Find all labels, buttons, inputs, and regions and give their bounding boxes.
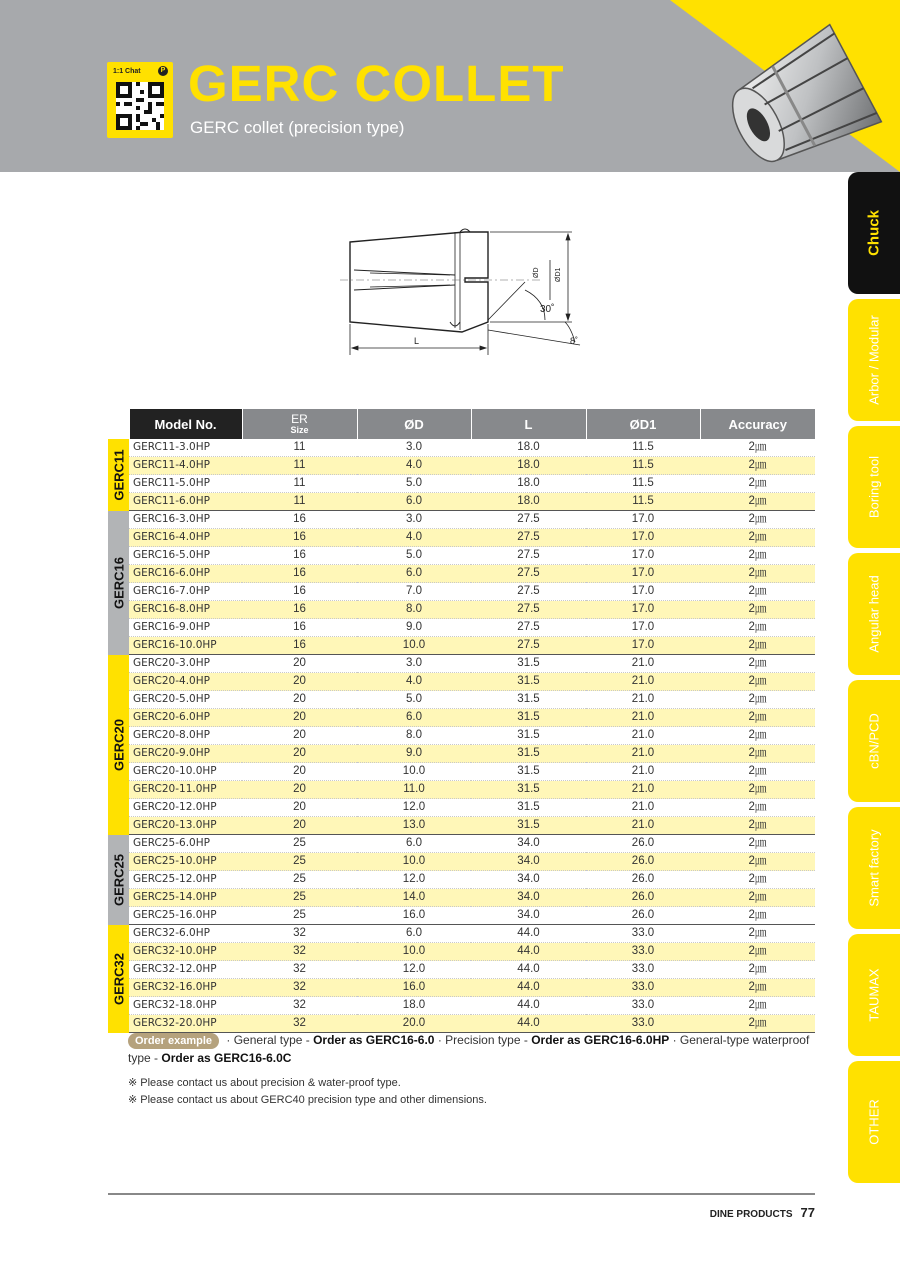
accuracy-cell: 2㎛ [700,511,815,529]
d1-cell: 21.0 [586,799,700,817]
model-cell: GERC11-4.0HP [129,457,242,475]
order-example-badge: Order example [128,1033,219,1049]
accuracy-cell: 2㎛ [700,943,815,961]
d1-cell: 11.5 [586,493,700,511]
table-row [108,475,815,493]
model-cell: GERC32-12.0HP [129,961,242,979]
d-cell: 14.0 [357,889,471,907]
d1-cell: 17.0 [586,601,700,619]
label-d: ØD [533,267,540,278]
l-cell: 27.5 [471,547,586,565]
er-size-cell: 11 [242,439,357,457]
table-row [108,547,815,565]
l-cell: 34.0 [471,871,586,889]
table-row [108,835,815,853]
d-cell: 9.0 [357,745,471,763]
table-row [108,889,815,907]
table-row [108,655,815,673]
d1-cell: 21.0 [586,709,700,727]
table-row [108,871,815,889]
accuracy-cell: 2㎛ [700,727,815,745]
d-cell: 5.0 [357,547,471,565]
er-size-cell: 20 [242,727,357,745]
d-cell: 13.0 [357,817,471,835]
er-size-cell: 32 [242,943,357,961]
side-tab-smart-factory[interactable]: Smart factory [848,807,900,929]
side-tab-arbor-modular[interactable]: Arbor / Modular [848,299,900,421]
accuracy-cell: 2㎛ [700,529,815,547]
d1-cell: 21.0 [586,655,700,673]
d-cell: 4.0 [357,457,471,475]
label-d1: ØD1 [555,267,562,282]
er-size-cell: 20 [242,799,357,817]
d-cell: 7.0 [357,583,471,601]
d-cell: 8.0 [357,727,471,745]
er-size-cell: 20 [242,781,357,799]
er-size-cell: 32 [242,925,357,943]
d1-cell: 17.0 [586,529,700,547]
accuracy-cell: 2㎛ [700,583,815,601]
collet-spec-table [108,409,815,1033]
er-size-cell: 20 [242,655,357,673]
model-cell: GERC20-6.0HP [129,709,242,727]
l-cell: 31.5 [471,763,586,781]
er-size-cell: 16 [242,619,357,637]
model-cell: GERC11-5.0HP [129,475,242,493]
d-cell: 4.0 [357,673,471,691]
order-precision: Order as GERC16-6.0HP [531,1033,670,1047]
model-cell: GERC32-20.0HP [129,1015,242,1033]
d1-cell: 21.0 [586,745,700,763]
er-size-cell: 20 [242,709,357,727]
l-cell: 34.0 [471,853,586,871]
l-cell: 44.0 [471,979,586,997]
accuracy-cell: 2㎛ [700,655,815,673]
table-row [108,691,815,709]
l-cell: 27.5 [471,637,586,655]
er-size-cell: 25 [242,871,357,889]
accuracy-cell: 2㎛ [700,835,815,853]
page-number: 77 [800,1205,815,1220]
l-cell: 31.5 [471,655,586,673]
l-cell: 31.5 [471,691,586,709]
accuracy-cell: 2㎛ [700,799,815,817]
l-cell: 27.5 [471,565,586,583]
er-size-cell: 20 [242,817,357,835]
d-cell: 3.0 [357,439,471,457]
d-cell: 6.0 [357,709,471,727]
l-cell: 31.5 [471,709,586,727]
footer-brand: DINE PRODUCTS [709,1209,793,1220]
table-body [108,439,815,1033]
model-cell: GERC16-5.0HP [129,547,242,565]
side-tab-boring-tool[interactable]: Boring tool [848,426,900,548]
label-angle-30: 30˚ [540,304,555,315]
table-row [108,799,815,817]
accuracy-cell: 2㎛ [700,493,815,511]
header-d1: ØD1 [586,409,700,439]
l-cell: 31.5 [471,781,586,799]
qr-chat-box[interactable] [107,62,173,138]
d-cell: 12.0 [357,961,471,979]
d1-cell: 26.0 [586,889,700,907]
er-size-cell: 25 [242,835,357,853]
d1-cell: 21.0 [586,673,700,691]
header-er-size: ER Size [242,409,357,439]
accuracy-cell: 2㎛ [700,781,815,799]
header-l: L [471,409,586,439]
model-cell: GERC20-4.0HP [129,673,242,691]
footer-divider [108,1193,815,1195]
table-row [108,601,815,619]
d1-cell: 17.0 [586,637,700,655]
model-cell: GERC16-7.0HP [129,583,242,601]
model-cell: GERC16-8.0HP [129,601,242,619]
l-cell: 44.0 [471,1015,586,1033]
table-row [108,745,815,763]
l-cell: 18.0 [471,457,586,475]
er-size-cell: 32 [242,961,357,979]
model-cell: GERC20-8.0HP [129,727,242,745]
table-row [108,439,815,457]
accuracy-cell: 2㎛ [700,637,815,655]
er-size-cell: 16 [242,565,357,583]
l-cell: 27.5 [471,529,586,547]
kakao-icon: P [158,66,168,76]
table-header-row [108,409,815,439]
d1-cell: 21.0 [586,763,700,781]
d-cell: 16.0 [357,979,471,997]
d1-cell: 21.0 [586,691,700,709]
note-gerc40: ※ Please contact us about GERC40 precision type and other dimensions. [128,1094,487,1106]
table-row [108,529,815,547]
model-cell: GERC20-11.0HP [129,781,242,799]
model-cell: GERC16-10.0HP [129,637,242,655]
table-row [108,1015,815,1033]
group-label-gerc11: GERC11 [108,439,129,511]
er-size-cell: 11 [242,475,357,493]
d-cell: 9.0 [357,619,471,637]
d-cell: 11.0 [357,781,471,799]
l-cell: 31.5 [471,727,586,745]
table-row [108,763,815,781]
er-size-cell: 11 [242,457,357,475]
table-row [108,565,815,583]
accuracy-cell: 2㎛ [700,547,815,565]
d-cell: 20.0 [357,1015,471,1033]
header-accuracy: Accuracy [700,409,815,439]
accuracy-cell: 2㎛ [700,871,815,889]
l-cell: 31.5 [471,817,586,835]
accuracy-cell: 2㎛ [700,601,815,619]
header-model: Model No. [129,409,242,439]
table-row [108,907,815,925]
l-cell: 44.0 [471,997,586,1015]
page-footer [710,1205,815,1220]
table-row [108,637,815,655]
er-size-cell: 16 [242,601,357,619]
header-blank [108,409,129,439]
accuracy-cell: 2㎛ [700,997,815,1015]
accuracy-cell: 2㎛ [700,979,815,997]
model-cell: GERC16-4.0HP [129,529,242,547]
group-label-gerc16: GERC16 [108,511,129,655]
er-size-cell: 16 [242,511,357,529]
model-cell: GERC20-10.0HP [129,763,242,781]
l-cell: 27.5 [471,601,586,619]
accuracy-cell: 2㎛ [700,709,815,727]
accuracy-cell: 2㎛ [700,691,815,709]
order-example: Order example · General type - Order as GERC16-6.0 · Precision type - Order as GERC16-6.0HP · General-type waterproof type - Order as GERC16-6.0C [128,1033,810,1065]
d-cell: 3.0 [357,655,471,673]
d-cell: 6.0 [357,493,471,511]
d-cell: 6.0 [357,925,471,943]
er-size-cell: 32 [242,997,357,1015]
model-cell: GERC25-6.0HP [129,835,242,853]
side-tab-taumax[interactable]: TAUMAX [848,934,900,1056]
accuracy-cell: 2㎛ [700,619,815,637]
order-general: Order as GERC16-6.0 [313,1033,435,1047]
model-cell: GERC25-10.0HP [129,853,242,871]
qr-chat-label: 1:1 Chat [113,68,141,75]
table-row [108,673,815,691]
l-cell: 34.0 [471,835,586,853]
page-title: GERC COLLET [188,55,565,112]
collet-product-image [712,4,892,172]
d1-cell: 21.0 [586,727,700,745]
d1-cell: 33.0 [586,1015,700,1033]
d-cell: 10.0 [357,637,471,655]
table-row [108,457,815,475]
l-cell: 18.0 [471,439,586,457]
qr-code-icon [116,82,164,130]
order-waterproof: Order as GERC16-6.0C [161,1051,292,1065]
d1-cell: 11.5 [586,439,700,457]
accuracy-cell: 2㎛ [700,745,815,763]
label-angle-8: 8˚ [570,336,579,346]
table-row [108,853,815,871]
er-size-cell: 32 [242,1015,357,1033]
model-cell: GERC25-12.0HP [129,871,242,889]
label-l: L [414,336,420,346]
l-cell: 27.5 [471,619,586,637]
accuracy-cell: 2㎛ [700,889,815,907]
l-cell: 18.0 [471,493,586,511]
d1-cell: 26.0 [586,835,700,853]
model-cell: GERC20-5.0HP [129,691,242,709]
model-cell: GERC32-10.0HP [129,943,242,961]
l-cell: 27.5 [471,583,586,601]
l-cell: 27.5 [471,511,586,529]
l-cell: 34.0 [471,907,586,925]
l-cell: 44.0 [471,961,586,979]
table-row [108,619,815,637]
collet-technical-drawing [340,220,590,360]
table-row [108,961,815,979]
page-subtitle: GERC collet (precision type) [190,118,405,137]
header-d: ØD [357,409,471,439]
l-cell: 31.5 [471,799,586,817]
d1-cell: 17.0 [586,511,700,529]
d1-cell: 26.0 [586,853,700,871]
er-size-cell: 32 [242,979,357,997]
model-cell: GERC32-18.0HP [129,997,242,1015]
d1-cell: 33.0 [586,997,700,1015]
accuracy-cell: 2㎛ [700,817,815,835]
er-size-cell: 20 [242,745,357,763]
d1-cell: 17.0 [586,583,700,601]
d-cell: 10.0 [357,853,471,871]
side-tab-angular-head[interactable]: Angular head [848,553,900,675]
d1-cell: 21.0 [586,781,700,799]
accuracy-cell: 2㎛ [700,907,815,925]
d1-cell: 33.0 [586,961,700,979]
er-size-cell: 16 [242,583,357,601]
accuracy-cell: 2㎛ [700,475,815,493]
group-label-gerc25: GERC25 [108,835,129,925]
model-cell: GERC32-6.0HP [129,925,242,943]
er-size-cell: 25 [242,889,357,907]
accuracy-cell: 2㎛ [700,439,815,457]
table-row [108,781,815,799]
table-row [108,979,815,997]
table-row [108,943,815,961]
d-cell: 8.0 [357,601,471,619]
group-label-gerc32: GERC32 [108,925,129,1033]
d-cell: 4.0 [357,529,471,547]
side-tab-chuck[interactable]: Chuck [848,172,900,294]
accuracy-cell: 2㎛ [700,565,815,583]
d1-cell: 33.0 [586,979,700,997]
side-tab-cbn-pcd[interactable]: cBN/PCD [848,680,900,802]
l-cell: 44.0 [471,925,586,943]
accuracy-cell: 2㎛ [700,457,815,475]
table-row [108,493,815,511]
note-precision-waterproof: ※ Please contact us about precision & water-proof type. [128,1077,401,1089]
er-size-cell: 16 [242,547,357,565]
accuracy-cell: 2㎛ [700,1015,815,1033]
group-label-gerc20: GERC20 [108,655,129,835]
d-cell: 18.0 [357,997,471,1015]
er-size-cell: 16 [242,637,357,655]
d-cell: 3.0 [357,511,471,529]
accuracy-cell: 2㎛ [700,925,815,943]
d-cell: 12.0 [357,799,471,817]
d-cell: 16.0 [357,907,471,925]
d1-cell: 33.0 [586,925,700,943]
model-cell: GERC16-3.0HP [129,511,242,529]
d1-cell: 11.5 [586,457,700,475]
table-row [108,511,815,529]
model-cell: GERC25-14.0HP [129,889,242,907]
accuracy-cell: 2㎛ [700,853,815,871]
accuracy-cell: 2㎛ [700,763,815,781]
accuracy-cell: 2㎛ [700,961,815,979]
d1-cell: 21.0 [586,817,700,835]
model-cell: GERC20-9.0HP [129,745,242,763]
side-tab-other[interactable]: OTHER [848,1061,900,1183]
d1-cell: 17.0 [586,547,700,565]
d1-cell: 17.0 [586,565,700,583]
d-cell: 5.0 [357,691,471,709]
d-cell: 12.0 [357,871,471,889]
l-cell: 18.0 [471,475,586,493]
er-size-cell: 20 [242,673,357,691]
d1-cell: 26.0 [586,871,700,889]
model-cell: GERC20-3.0HP [129,655,242,673]
table-row [108,925,815,943]
d1-cell: 26.0 [586,907,700,925]
model-cell: GERC32-16.0HP [129,979,242,997]
l-cell: 31.5 [471,745,586,763]
er-size-cell: 25 [242,853,357,871]
er-size-cell: 20 [242,763,357,781]
l-cell: 34.0 [471,889,586,907]
model-cell: GERC20-13.0HP [129,817,242,835]
d1-cell: 17.0 [586,619,700,637]
d1-cell: 33.0 [586,943,700,961]
model-cell: GERC11-6.0HP [129,493,242,511]
table-row [108,727,815,745]
d-cell: 5.0 [357,475,471,493]
table-row [108,817,815,835]
er-size-cell: 16 [242,529,357,547]
table-row [108,997,815,1015]
er-size-cell: 25 [242,907,357,925]
table-row [108,583,815,601]
model-cell: GERC16-6.0HP [129,565,242,583]
l-cell: 31.5 [471,673,586,691]
model-cell: GERC16-9.0HP [129,619,242,637]
d-cell: 10.0 [357,763,471,781]
model-cell: GERC20-12.0HP [129,799,242,817]
model-cell: GERC11-3.0HP [129,439,242,457]
d-cell: 10.0 [357,943,471,961]
l-cell: 44.0 [471,943,586,961]
d-cell: 6.0 [357,835,471,853]
table-row [108,709,815,727]
d1-cell: 11.5 [586,475,700,493]
accuracy-cell: 2㎛ [700,673,815,691]
er-size-cell: 11 [242,493,357,511]
d-cell: 6.0 [357,565,471,583]
er-size-cell: 20 [242,691,357,709]
page-header [0,0,900,172]
model-cell: GERC25-16.0HP [129,907,242,925]
